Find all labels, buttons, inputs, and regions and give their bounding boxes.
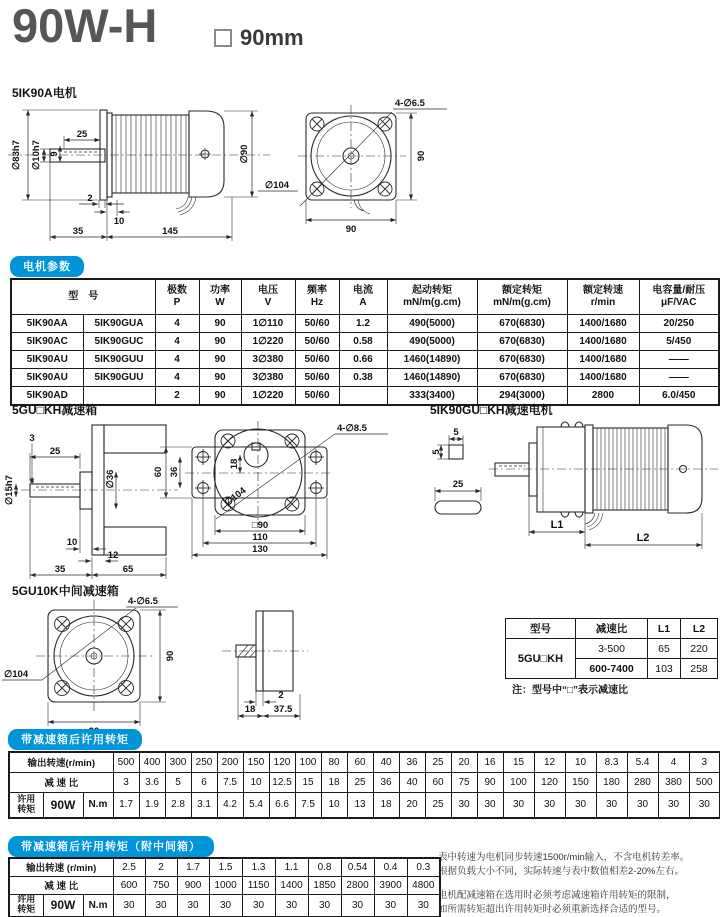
cell: 30 xyxy=(534,792,565,818)
cell: 0.58 xyxy=(339,333,387,351)
cell: 5IK90GUU xyxy=(83,351,155,369)
cell: 20/250 xyxy=(639,315,719,333)
cell: 30 xyxy=(407,894,440,917)
cell: 1400 xyxy=(275,876,308,894)
square-frame-icon xyxy=(214,29,232,47)
cell: 5IK90AD xyxy=(11,387,83,406)
cell: 333(3400) xyxy=(387,387,477,406)
cell: 6 xyxy=(191,772,217,792)
cell: 250 xyxy=(191,752,217,772)
cell: 0.54 xyxy=(341,858,374,876)
dim-label: 25 xyxy=(76,129,88,140)
dim-label: 4-∅6.5 xyxy=(395,98,425,109)
col-header: 减速比 xyxy=(576,619,648,639)
cell: 20 xyxy=(451,752,477,772)
cell: 5IK90GUC xyxy=(83,333,155,351)
cell: 10 xyxy=(243,772,269,792)
cell: 0.66 xyxy=(339,351,387,369)
cell: 30 xyxy=(209,894,242,917)
cell: 36 xyxy=(399,752,425,772)
col-header: 起动转矩 mN/m(g.cm) xyxy=(387,279,477,315)
cell: 12.5 xyxy=(269,772,295,792)
dim-label: 35 xyxy=(72,226,84,237)
table-row xyxy=(506,639,718,659)
cell: 5.4 xyxy=(627,752,658,772)
cell: 5/450 xyxy=(639,333,719,351)
dim-label: 3 xyxy=(29,433,35,444)
cell: 1400/1680 xyxy=(567,315,639,333)
cell: 65 xyxy=(648,639,681,659)
cell: 1.3 xyxy=(242,858,275,876)
cell: 3.1 xyxy=(191,792,217,818)
cell: 20 xyxy=(399,792,425,818)
cell: 4 xyxy=(155,315,199,333)
cell: 4 xyxy=(658,752,689,772)
cell: 15 xyxy=(503,752,534,772)
dim-label: 18 xyxy=(244,704,256,715)
dim-label: L2 xyxy=(636,532,650,544)
cell: 50/60 xyxy=(295,315,339,333)
cell: 3.6 xyxy=(139,772,165,792)
cell: 90 xyxy=(199,333,241,351)
motor-params-table xyxy=(10,278,720,406)
midbox-drawing-label: 5GU10K中间减速箱 xyxy=(12,584,119,598)
row-label: 输出转速 (r/min) xyxy=(9,858,113,876)
cell: 30 xyxy=(145,894,177,917)
col-header: 频率 Hz xyxy=(295,279,339,315)
gearbox-drawing-label: 5GU□KH减速箱 xyxy=(12,403,98,417)
cell: 30 xyxy=(113,894,145,917)
cell: 30 xyxy=(451,792,477,818)
bolt-hole-icon xyxy=(308,480,324,496)
cell: 30 xyxy=(341,894,374,917)
ratio-row xyxy=(9,876,440,894)
flange-hole-icon xyxy=(119,617,134,632)
cell: 90 xyxy=(199,387,241,406)
cell: 4 xyxy=(155,351,199,369)
motor-dimension-drawing xyxy=(2,96,470,252)
cell: 2 xyxy=(145,858,177,876)
dim-label: 4-∅6.5 xyxy=(128,596,158,607)
dim-label: ∅15h7 xyxy=(4,475,15,505)
page-title: 90W-H xyxy=(12,0,158,52)
cell: 60 xyxy=(425,772,451,792)
cell: 5IK90AU xyxy=(11,351,83,369)
col-header: L2 xyxy=(681,619,718,639)
dim-label: ∅90 xyxy=(239,144,250,164)
frame-size xyxy=(214,25,304,51)
cell: 1.9 xyxy=(139,792,165,818)
cell: 50/60 xyxy=(295,369,339,387)
dim-label: 25 xyxy=(49,446,61,457)
dim-label: 4-∅8.5 xyxy=(337,423,367,434)
dim-label: ∅104 xyxy=(4,669,29,680)
cell: 2.8 xyxy=(165,792,191,818)
cell: 5 xyxy=(165,772,191,792)
col-header: 额定转速 r/min xyxy=(567,279,639,315)
cell: 670(6830) xyxy=(477,333,567,351)
cell: 1∅220 xyxy=(241,333,295,351)
col-header: 型号 xyxy=(506,619,576,639)
dim-label: 9 xyxy=(49,151,60,157)
note-line: 电机配减速箱在选用时必须考虑减速箱许用转矩的限制， xyxy=(438,890,676,901)
torque-badge: 带减速箱后许用转矩 xyxy=(8,729,142,750)
cell: 36 xyxy=(373,772,399,792)
dim-label: 90 xyxy=(165,650,176,662)
cell: 103 xyxy=(648,659,681,679)
cell: 16 xyxy=(477,752,503,772)
cell: 30 xyxy=(242,894,275,917)
dim-label: 130 xyxy=(252,544,268,555)
cell: 3900 xyxy=(374,876,407,894)
note-line: 如所需转矩超出许用转矩时必须重新选择合适的型号。 xyxy=(438,903,667,915)
power-label: 90W xyxy=(43,894,83,917)
cell: 280 xyxy=(627,772,658,792)
cell: 80 xyxy=(321,752,347,772)
cell: 8.3 xyxy=(596,752,627,772)
dim-label: 12 xyxy=(107,550,119,561)
cell: 0.8 xyxy=(308,858,341,876)
cell: 0.38 xyxy=(339,369,387,387)
gear-length-table xyxy=(505,618,718,679)
cell: 40 xyxy=(373,752,399,772)
cell: 300 xyxy=(165,752,191,772)
dim-label: ∅36 xyxy=(105,469,116,489)
model-cell: 5GU□KH xyxy=(506,639,576,679)
cell: 3∅380 xyxy=(241,369,295,387)
ratio-row xyxy=(9,772,720,792)
dim-label: □90 xyxy=(251,520,269,531)
header-row xyxy=(506,619,718,639)
cell: 670(6830) xyxy=(477,315,567,333)
cell: 12 xyxy=(534,752,565,772)
cell: 30 xyxy=(275,894,308,917)
cell: 1400/1680 xyxy=(567,351,639,369)
gear-table-note: 注：型号中“□”表示减速比 xyxy=(512,685,629,696)
dim-label: 90 xyxy=(345,224,357,235)
cell: 490(5000) xyxy=(387,315,477,333)
cell: 30 xyxy=(565,792,596,818)
flange-hole-icon xyxy=(55,681,70,696)
cell: 900 xyxy=(177,876,209,894)
cell: 294(3000) xyxy=(477,387,567,406)
cell: 2.5 xyxy=(113,858,145,876)
torque-mid-badge: 带减速箱后许用转矩（附中间箱） xyxy=(8,836,214,857)
cell: 90 xyxy=(477,772,503,792)
cell: 5IK90AC xyxy=(11,333,83,351)
speed-note xyxy=(438,851,718,879)
bolt-hole-icon xyxy=(195,449,211,465)
cell: 25 xyxy=(425,792,451,818)
cell: 50/60 xyxy=(295,387,339,406)
cell: 30 xyxy=(374,894,407,917)
speed-row xyxy=(9,752,720,772)
cell: 30 xyxy=(477,792,503,818)
torque-mid-table xyxy=(8,857,441,917)
cell: 6.6 xyxy=(269,792,295,818)
dim-label: 110 xyxy=(252,532,268,543)
torque-row xyxy=(9,792,720,818)
cell: 100 xyxy=(503,772,534,792)
cell: 150 xyxy=(243,752,269,772)
cell: 4800 xyxy=(407,876,440,894)
cell: 13 xyxy=(347,792,373,818)
dim-label: 10 xyxy=(113,216,125,227)
torque-row xyxy=(9,894,440,917)
dim-label: 10 xyxy=(66,537,78,548)
cell: 1.1 xyxy=(275,858,308,876)
flange-hole-icon xyxy=(378,182,392,196)
flange-hole-icon xyxy=(285,497,299,511)
row-label: 许用 转矩 xyxy=(9,894,43,917)
dim-label: 25 xyxy=(452,479,464,490)
dim-label: 60 xyxy=(153,466,164,478)
cell: 5.4 xyxy=(243,792,269,818)
dim-label: ∅10h7 xyxy=(31,140,42,170)
cell: 1460(14890) xyxy=(387,351,477,369)
table-row xyxy=(11,333,719,351)
cell: 30 xyxy=(689,792,720,818)
cell: 18 xyxy=(321,772,347,792)
cell: 0.4 xyxy=(374,858,407,876)
cell: 3-500 xyxy=(576,639,648,659)
cell: 50/60 xyxy=(295,351,339,369)
header-row xyxy=(11,279,719,315)
col-model: 型 号 xyxy=(11,279,155,315)
cell: 2 xyxy=(155,387,199,406)
torque-note xyxy=(438,889,718,917)
cell: 1460(14890) xyxy=(387,369,477,387)
cell: 25 xyxy=(425,752,451,772)
cell: 5IK90AU xyxy=(11,369,83,387)
cell: 2800 xyxy=(567,387,639,406)
cell: 670(6830) xyxy=(477,351,567,369)
row-label: 减 速 比 xyxy=(9,876,113,894)
dim-label: 35 xyxy=(54,564,66,575)
cell: 500 xyxy=(689,772,720,792)
dim-label: ∅104 xyxy=(222,485,249,509)
cell: 1.2 xyxy=(339,315,387,333)
dim-label: 90 xyxy=(416,150,427,162)
cell: 200 xyxy=(217,752,243,772)
cell: 0.3 xyxy=(407,858,440,876)
cell: 4 xyxy=(155,333,199,351)
frame-size-label: 90mm xyxy=(240,25,304,50)
cell: 670(6830) xyxy=(477,369,567,387)
dim-label: 2 xyxy=(87,193,93,204)
cell: 150 xyxy=(565,772,596,792)
cell: —— xyxy=(639,369,719,387)
cell: 5IK90GUU xyxy=(83,369,155,387)
cell: 120 xyxy=(534,772,565,792)
cell: 30 xyxy=(503,792,534,818)
gearmotor-dimension-drawing xyxy=(425,415,720,597)
flange-hole-icon xyxy=(221,434,235,448)
cell: 1400/1680 xyxy=(567,333,639,351)
unit-label: N.m xyxy=(83,894,113,917)
power-label: 90W xyxy=(43,792,83,818)
col-header: 电流 A xyxy=(339,279,387,315)
cell: 75 xyxy=(451,772,477,792)
cell: 120 xyxy=(269,752,295,772)
cell: 4.2 xyxy=(217,792,243,818)
cell: 10 xyxy=(565,752,596,772)
dim-label: 5 xyxy=(431,449,442,455)
cell: 30 xyxy=(658,792,689,818)
motor-drawing-label: 5IK90A电机 xyxy=(12,86,77,100)
col-header: 电容量/耐压 μF/VAC xyxy=(639,279,719,315)
col-header: 电压 V xyxy=(241,279,295,315)
cell: 15 xyxy=(295,772,321,792)
cell: 6.0/450 xyxy=(639,387,719,406)
cell: 100 xyxy=(295,752,321,772)
col-header: L1 xyxy=(648,619,681,639)
unit-label: N.m xyxy=(83,792,113,818)
cell: 4 xyxy=(155,369,199,387)
dim-label: L1 xyxy=(550,519,564,531)
cell: 600-7400 xyxy=(576,659,648,679)
cell: 1850 xyxy=(308,876,341,894)
flange-hole-icon xyxy=(119,681,134,696)
note-line: 表中转速为电机同步转速1500r/min输入，不含电机转差率。 xyxy=(438,852,690,863)
cell: 258 xyxy=(681,659,718,679)
cell: 1.5 xyxy=(209,858,242,876)
row-label: 输出转速(r/min) xyxy=(9,752,113,772)
table-row xyxy=(11,369,719,387)
dim-label: 36 xyxy=(169,466,180,478)
row-label: 许用 转矩 xyxy=(9,792,43,818)
cell: 600 xyxy=(113,876,145,894)
cell: 30 xyxy=(177,894,209,917)
cell: 5IK90GUA xyxy=(83,315,155,333)
cell: 90 xyxy=(199,315,241,333)
cell: 750 xyxy=(145,876,177,894)
flange-hole-icon xyxy=(55,617,70,632)
cell: 180 xyxy=(596,772,627,792)
note-line: 根据负载大小不同，实际转速与表中数值相差2-20%左右。 xyxy=(438,865,684,877)
cell xyxy=(339,387,387,406)
cell: 1∅110 xyxy=(241,315,295,333)
cell: 30 xyxy=(627,792,658,818)
gearbox-dimension-drawing xyxy=(0,415,440,597)
cell: 1.7 xyxy=(177,858,209,876)
cell: 90 xyxy=(199,351,241,369)
dim-label: 145 xyxy=(162,226,178,237)
cell: 3∅380 xyxy=(241,351,295,369)
row-label: 减 速 比 xyxy=(9,772,113,792)
cell: 500 xyxy=(113,752,139,772)
cell: 5IK90AA xyxy=(11,315,83,333)
cell: 25 xyxy=(347,772,373,792)
cell: 18 xyxy=(373,792,399,818)
cell: 30 xyxy=(596,792,627,818)
cell: 1000 xyxy=(209,876,242,894)
cell: —— xyxy=(639,351,719,369)
dim-label: 37.5 xyxy=(273,704,293,715)
col-header: 额定转矩 mN/m(g.cm) xyxy=(477,279,567,315)
dim-label: ∅83h7 xyxy=(11,140,22,170)
col-header: 功率 W xyxy=(199,279,241,315)
cell: 2800 xyxy=(341,876,374,894)
cell: 490(5000) xyxy=(387,333,477,351)
table-row xyxy=(11,351,719,369)
motor-params-badge: 电机参数 xyxy=(10,256,84,277)
dim-label: 18 xyxy=(229,458,240,470)
table-row xyxy=(11,387,719,406)
cell: 380 xyxy=(658,772,689,792)
dim-label: 5 xyxy=(453,427,459,438)
cell: 220 xyxy=(681,639,718,659)
cell: 1150 xyxy=(242,876,275,894)
cell: 50/60 xyxy=(295,333,339,351)
speed-row xyxy=(9,858,440,876)
cell: 10 xyxy=(321,792,347,818)
cell: 400 xyxy=(139,752,165,772)
cell: 7.5 xyxy=(295,792,321,818)
cell: 7.5 xyxy=(217,772,243,792)
dim-label: 2 xyxy=(278,690,284,701)
cell: 1400/1680 xyxy=(567,369,639,387)
torque-table xyxy=(8,751,720,819)
col-header: 极数 P xyxy=(155,279,199,315)
cell: 3 xyxy=(689,752,720,772)
cell: 1∅220 xyxy=(241,387,295,406)
cell: 90 xyxy=(199,369,241,387)
cell: 40 xyxy=(399,772,425,792)
flange-hole-icon xyxy=(310,117,324,131)
table-row xyxy=(11,315,719,333)
dim-label: 65 xyxy=(122,564,134,575)
cell: 1.7 xyxy=(113,792,139,818)
cell: 30 xyxy=(308,894,341,917)
cell: 3 xyxy=(113,772,139,792)
bolt-hole-icon xyxy=(195,480,211,496)
dim-label: ∅104 xyxy=(264,180,290,191)
cell: 60 xyxy=(347,752,373,772)
gearmotor-drawing-label: 5IK90GU□KH减速电机 xyxy=(430,403,553,417)
